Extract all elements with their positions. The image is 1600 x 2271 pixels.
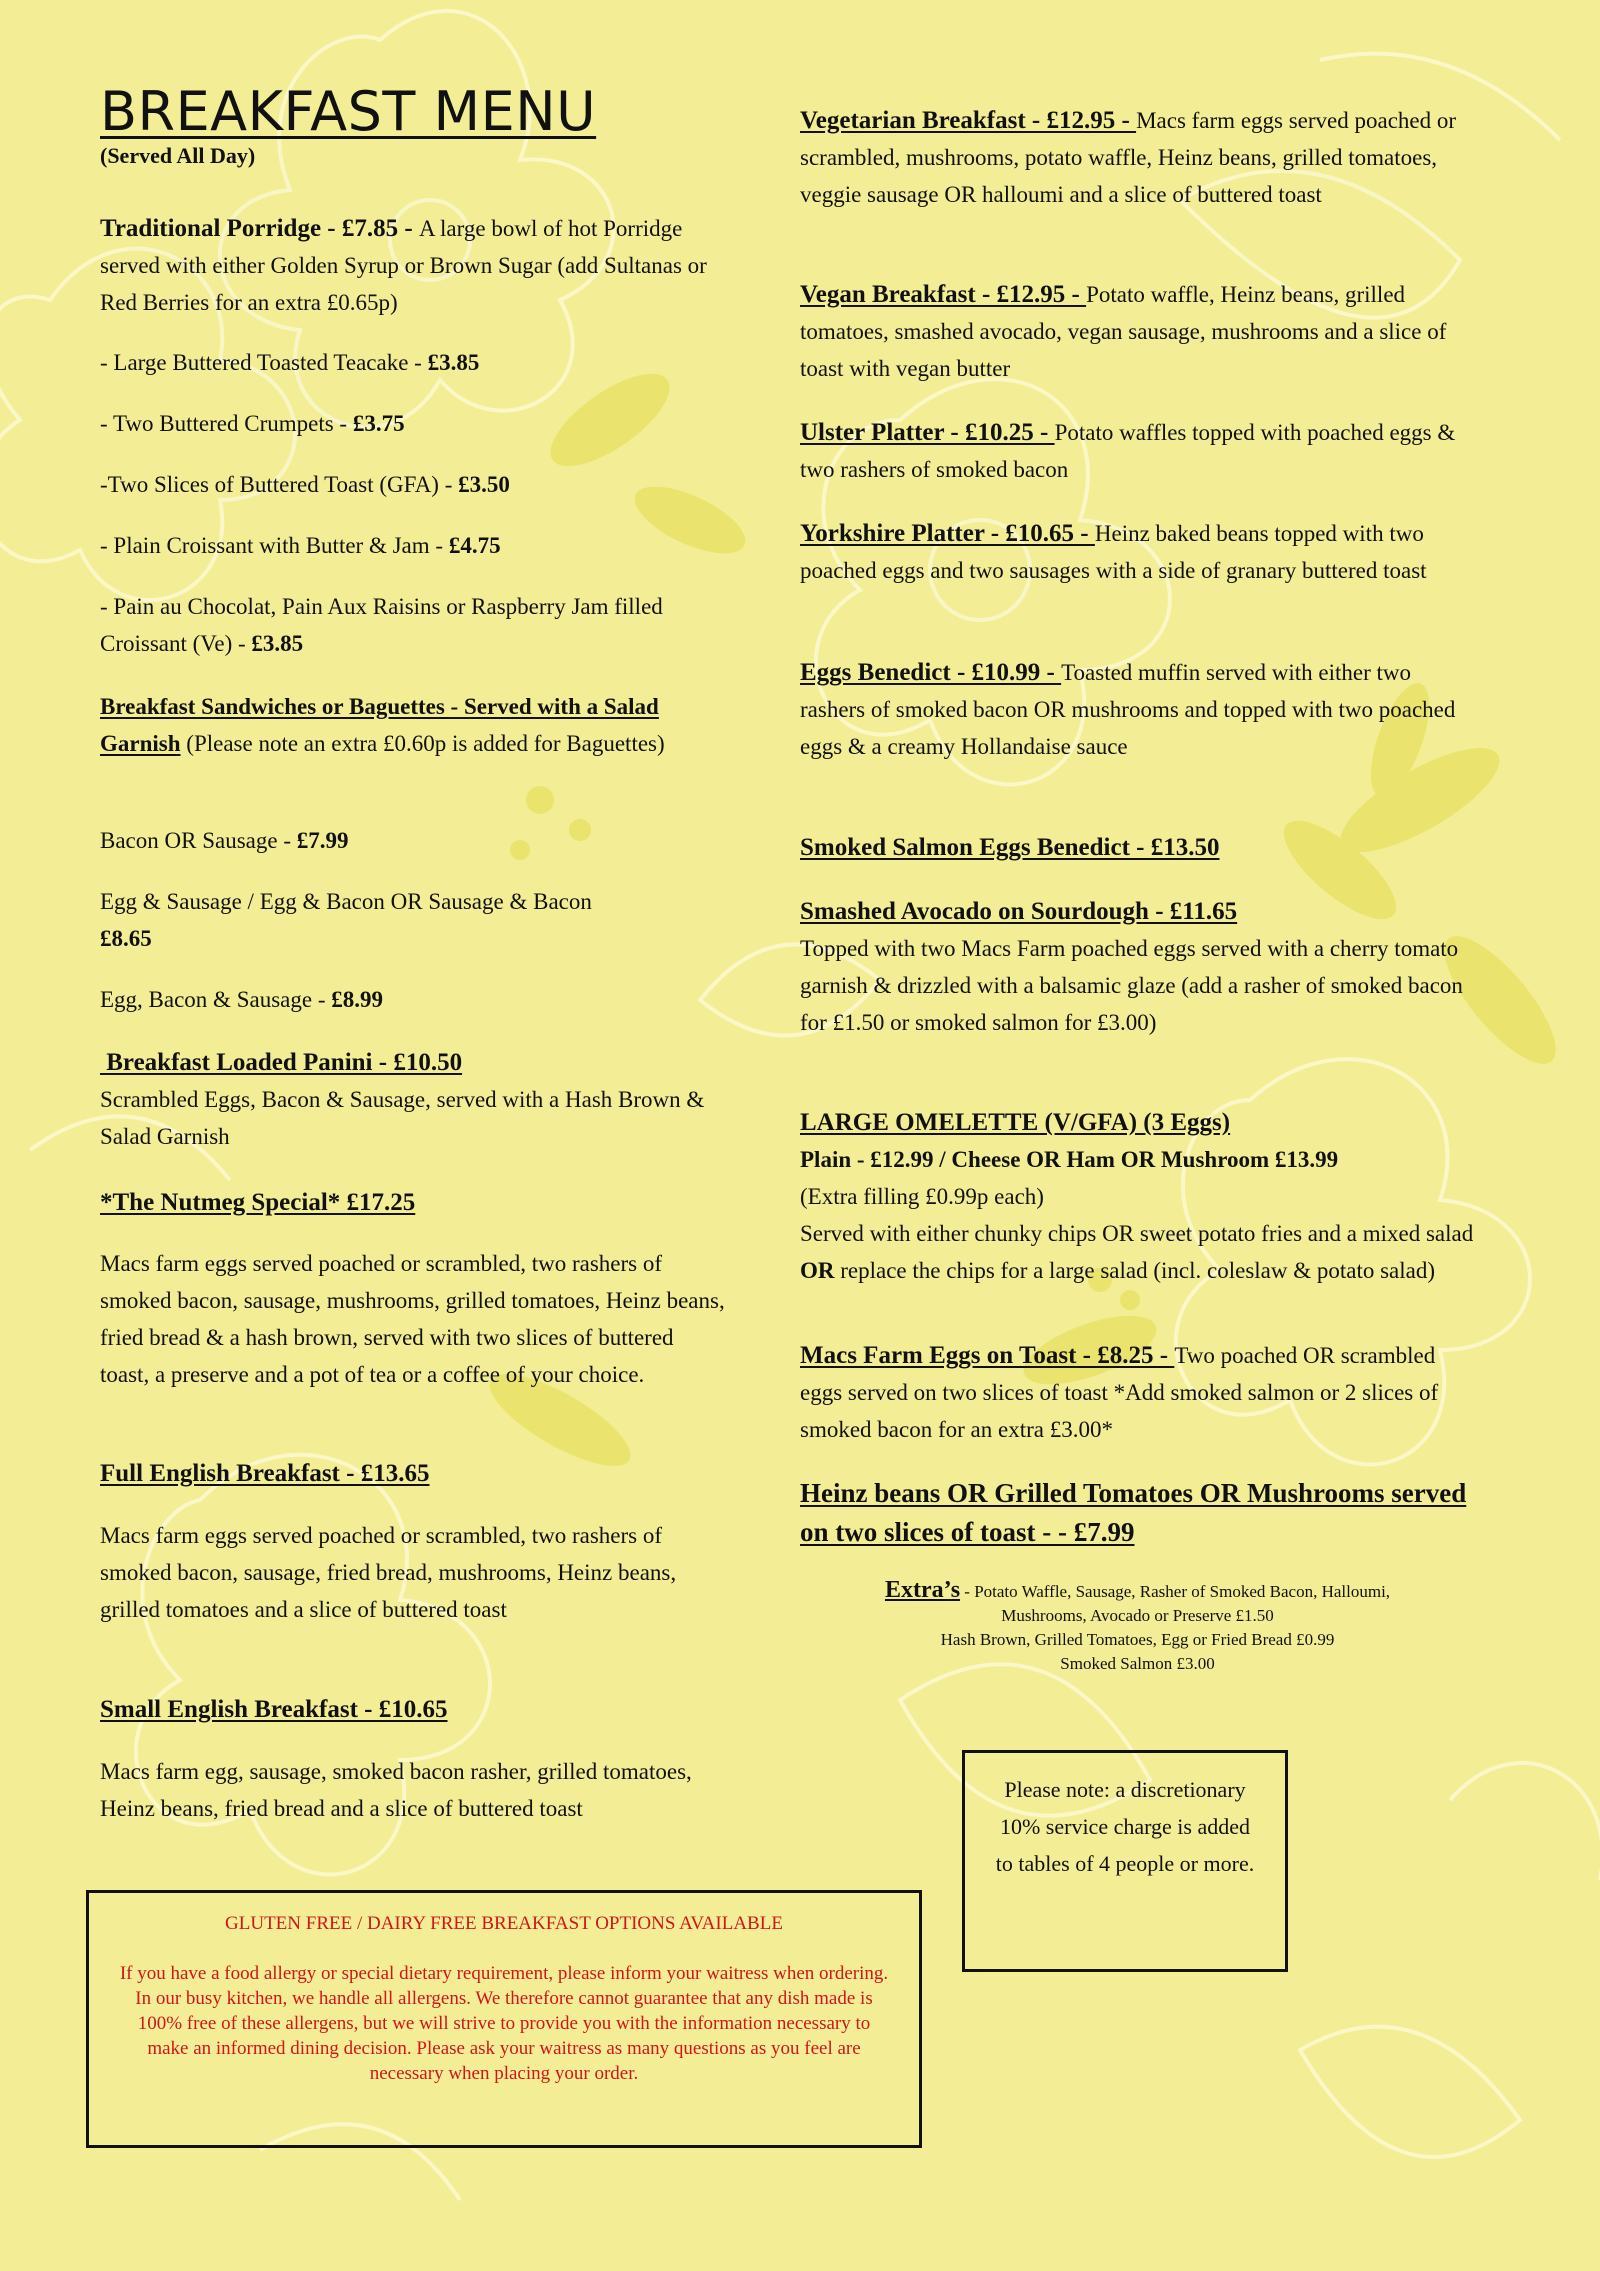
benedict-heading: Eggs Benedict - £10.99 - (800, 659, 1062, 686)
yorkshire-item (800, 515, 1475, 589)
salmon-benedict-item (800, 829, 1219, 866)
allergy-heading: GLUTEN FREE / DAIRY FREE BREAKFAST OPTIONS AVAILABLE (225, 1913, 783, 1934)
yorkshire-heading: Yorkshire Platter - £10.65 - (800, 520, 1095, 547)
sandwich-egg-combo-label: Egg & Sausage / Egg & Bacon OR Sausage & Bacon (100, 889, 592, 914)
vegetarian-desc: Macs farm eggs served poached or scrambled, mushrooms, potato waffle, Heinz beans, grilled tomatoes, veggie sausage OR halloumi and a slice of buttered toast (800, 108, 1457, 207)
heinz-heading: Heinz beans OR Grilled Tomatoes OR Mushrooms served on two slices of toast - - £7.99 (800, 1478, 1467, 1547)
avocado-desc: Topped with two Macs Farm poached eggs served with a cherry tomato garnish & drizzled with a balsamic glaze (add a rasher of smoked bacon for £1.50 or smoked salmon for £3.00) (800, 936, 1463, 1035)
small-english-desc: Macs farm egg, sausage, smoked bacon rasher, grilled tomatoes, Heinz beans, fried bread and a slice of buttered toast (100, 1759, 692, 1821)
panini-item (100, 1044, 725, 1155)
vegan-desc: Potato waffle, Heinz beans, grilled tomatoes, smashed avocado, vegan sausage, mushrooms and a slice of toast with vegan butter (800, 282, 1447, 381)
teacake-label: - Large Buttered Toasted Teacake - (100, 350, 428, 375)
small-english-heading: Small English Breakfast - £10.65 (100, 1696, 448, 1723)
sandwich-ebs-label: Egg, Bacon & Sausage - (100, 987, 332, 1012)
croissant-item (100, 527, 501, 564)
sandwich-bacon-item (100, 822, 349, 859)
eggs-toast-desc: Two poached OR scrambled eggs served on two slices of toast *Add smoked salmon or 2 slices of smoked bacon for an extra £3.00* (800, 1343, 1439, 1442)
sandwich-ebs-item (100, 981, 383, 1018)
extras-title: Extra’s (884, 1577, 961, 1603)
yorkshire-desc: Heinz baked beans topped with two poached eggs and two sausages with a side of granary buttered toast (800, 521, 1427, 583)
sandwich-bacon-label: Bacon OR Sausage - (100, 828, 297, 853)
porridge-item (100, 210, 725, 321)
avocado-item (800, 893, 1475, 1041)
extras-section (800, 1578, 1475, 1676)
toast-item (100, 466, 510, 503)
ulster-item (800, 414, 1475, 488)
eggs-toast-item (800, 1337, 1475, 1448)
omelette-desc-b: replace the chips for a large salad (incl. coleslaw & potato salad) (834, 1258, 1436, 1283)
crumpets-label: - Two Buttered Crumpets - (100, 411, 353, 436)
salmon-benedict-heading: Smoked Salmon Eggs Benedict - £13.50 (800, 834, 1220, 861)
toast-price: £3.50 (458, 472, 510, 497)
nutmeg-desc: Macs farm eggs served poached or scrambled, two rashers of smoked bacon, sausage, mushrooms, grilled tomatoes, Heinz beans, fried bread & a hash brown, served with two slices of buttered toast, a preserve and a pot of tea or a coffee of your choice. (100, 1251, 725, 1387)
extras-line1: - Potato Waffle, Sausage, Rasher of Smoked Bacon, Halloumi, (960, 1582, 1391, 1601)
panini-desc: Scrambled Eggs, Bacon & Sausage, served with a Hash Brown & Salad Garnish (100, 1087, 705, 1149)
pastries-item (100, 588, 725, 662)
pastries-label: - Pain au Chocolat, Pain Aux Raisins or Raspberry Jam filled Croissant (Ve) - (100, 594, 663, 656)
sandwich-egg-combo-item (100, 883, 725, 957)
pastries-price: £3.85 (251, 631, 304, 656)
omelette-desc-a: Served with either chunky chips OR sweet potato fries and a mixed salad (800, 1221, 1474, 1246)
extras-line2: Mushrooms, Avocado or Preserve £1.50 (1001, 1606, 1274, 1625)
extras-line3: Hash Brown, Grilled Tomatoes, Egg or Fried Bread £0.99 (940, 1630, 1335, 1649)
panini-heading: Breakfast Loaded Panini - £10.50 (100, 1049, 463, 1076)
ulster-desc: Potato waffles topped with poached eggs & two rashers of smoked bacon (800, 420, 1456, 482)
allergy-notice (86, 1890, 922, 2148)
sandwich-bacon-price: £7.99 (296, 828, 349, 853)
sandwich-ebs-price: £8.99 (331, 987, 383, 1012)
croissant-price: £4.75 (448, 533, 501, 558)
eggs-toast-heading: Macs Farm Eggs on Toast - £8.25 - (800, 1342, 1175, 1369)
full-english-heading: Full English Breakfast - £13.65 (100, 1460, 430, 1487)
teacake-item (100, 344, 479, 381)
full-english-heading-line (100, 1455, 429, 1492)
small-english-heading-line (100, 1691, 448, 1728)
porridge-price: - £7.85 - (321, 215, 419, 242)
omelette-prices: Plain - £12.99 / Cheese OR Ham OR Mushroom £13.99 (800, 1147, 1339, 1172)
avocado-heading: Smashed Avocado on Sourdough - £11.65 (800, 898, 1238, 925)
page-title: BREAKFAST MENU (100, 80, 597, 143)
porridge-name: Traditional Porridge (100, 215, 322, 242)
page-subtitle: (Served All Day) (100, 143, 256, 168)
service-charge-note (962, 1750, 1288, 1972)
teacake-price: £3.85 (427, 350, 480, 375)
sandwiches-note: (Please note an extra £0.60p is added for Baguettes) (180, 731, 665, 756)
croissant-label: - Plain Croissant with Butter & Jam - (100, 533, 449, 558)
sandwich-egg-combo-price: £8.65 (100, 926, 152, 951)
crumpets-item (100, 405, 405, 442)
vegetarian-heading: Vegetarian Breakfast - £12.95 - (800, 107, 1137, 134)
ulster-heading: Ulster Platter - £10.25 - (800, 419, 1055, 446)
heinz-item (800, 1474, 1475, 1552)
benedict-desc: Toasted muffin served with either two rashers of smoked bacon OR mushrooms and topped with two poached eggs & a creamy Hollandaise sauce (800, 660, 1456, 759)
vegan-item (800, 276, 1475, 387)
omelette-heading: LARGE OMELETTE (V/GFA) (3 Eggs) (800, 1109, 1231, 1136)
full-english-desc: Macs farm eggs served poached or scrambled, two rashers of smoked bacon, sausage, fried bread, mushrooms, Heinz beans, grilled tomatoes and a slice of buttered toast (100, 1523, 677, 1622)
porridge-desc: A large bowl of hot Porridge served with either Golden Syrup or Brown Sugar (add Sultanas or Red Berries for an extra £0.65p) (100, 216, 707, 315)
crumpets-price: £3.75 (352, 411, 405, 436)
omelette-desc-or: OR (800, 1258, 835, 1283)
benedict-item (800, 654, 1475, 765)
toast-label: -Two Slices of Buttered Toast (GFA) - (100, 472, 459, 497)
nutmeg-heading-line (100, 1184, 415, 1221)
sandwiches-section (100, 688, 725, 762)
extras-line4: Smoked Salmon £3.00 (1060, 1654, 1215, 1673)
vegetarian-item (800, 102, 1475, 213)
omelette-item (800, 1104, 1475, 1289)
omelette-extra: (Extra filling £0.99p each) (800, 1184, 1044, 1209)
sandwiches-heading: Breakfast Sandwiches or Baguettes - Served with a Salad Garnish (100, 694, 659, 756)
service-charge-text: Please note: a discretionary 10% service charge is added to tables of 4 people or more. (995, 1777, 1255, 1876)
vegan-heading: Vegan Breakfast - £12.95 - (800, 281, 1087, 308)
nutmeg-heading: *The Nutmeg Special* £17.25 (100, 1189, 416, 1216)
allergy-body: If you have a food allergy or special dietary requirement, please inform your waitress when ordering. In our busy kitchen, we handle all allergens. We therefore cannot guarantee that any dish made is 100% free of these allergens, but we will strive to provide you with the information necessary to make an informed dining decision. Please ask your waitress as many questions as you feel are necessary when placing your order. (119, 1963, 889, 2084)
